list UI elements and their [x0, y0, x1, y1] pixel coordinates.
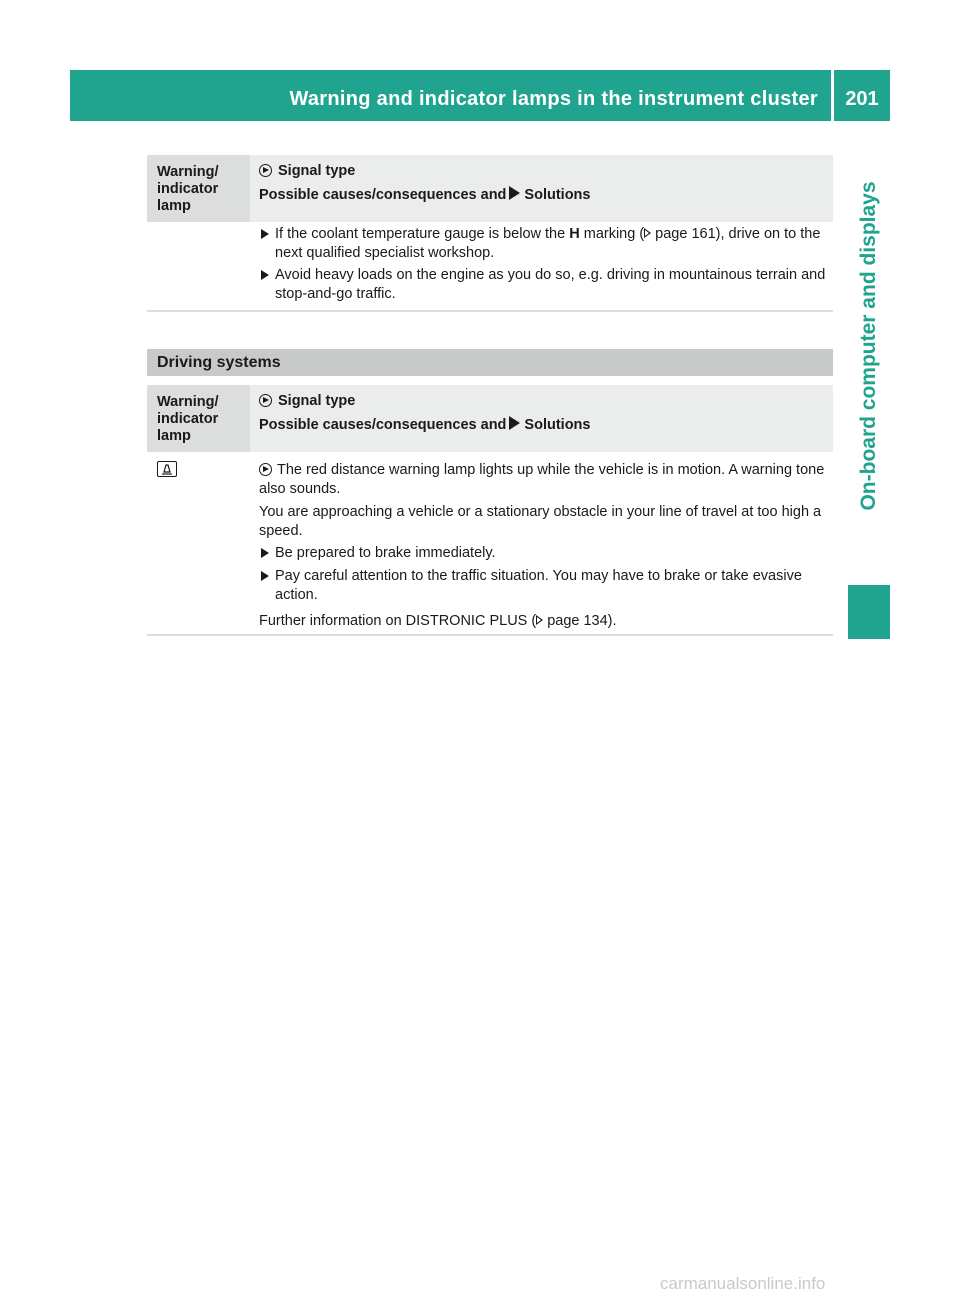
solutions-label: Solutions — [524, 187, 591, 203]
further-info — [259, 612, 829, 631]
bullet-arrow-icon — [261, 548, 269, 558]
signal-description — [259, 461, 829, 499]
signal-type-icon — [259, 164, 272, 177]
signal-text: The red distance warning lamp lights up while the vehicle is in motion. A warning tone also sounds. — [259, 462, 825, 497]
bullet-arrow-icon — [261, 270, 269, 280]
signal-type-icon — [259, 394, 272, 407]
page-title: Warning and indicator lamps in the instrument cluster — [289, 88, 818, 110]
signal-type-label: Signal type — [278, 393, 356, 409]
item-text: If the coolant temperature gauge is below the — [275, 226, 566, 242]
lamp-column-label: Warning/ indicator lamp — [157, 164, 219, 214]
item-text: Avoid heavy loads on the engine as you do so, e.g. driving in mountainous terrain and stop-and-go traffic. — [275, 267, 826, 302]
page-reference-link[interactable]: page 134). — [547, 613, 617, 629]
item-text: Pay careful attention to the traffic situation. You may have to brake or take evasive action. — [275, 568, 802, 603]
table-header — [147, 155, 833, 222]
signal-type-heading — [259, 163, 355, 179]
distance-warning-icon — [157, 461, 177, 477]
table-divider — [147, 634, 833, 636]
marking-label: H — [569, 226, 580, 242]
list-item — [259, 567, 829, 605]
bullet-arrow-icon — [261, 571, 269, 581]
lamp-column-header — [147, 155, 250, 222]
causes-label: Possible causes/consequences and — [259, 187, 507, 203]
side-tab-label: On-board computer and displays — [857, 181, 880, 511]
solutions-arrow-icon — [509, 416, 520, 430]
causes-heading — [259, 416, 590, 433]
watermark: carmanualsonline.info — [660, 1274, 826, 1293]
causes-label: Possible causes/consequences and — [259, 417, 507, 433]
list-item — [259, 544, 829, 563]
further-info-text: Further information on DISTRONIC PLUS ( — [259, 613, 537, 629]
page-reference: page 161), drive on to the next qualified specialist workshop. — [275, 226, 821, 261]
cause-description: You are approaching a vehicle or a stationary obstacle in your line of travel at too high a speed. — [259, 504, 822, 539]
list-item — [259, 266, 829, 304]
item-text: marking ( — [583, 226, 645, 242]
solutions-label: Solutions — [524, 417, 591, 433]
solutions-arrow-icon — [509, 186, 520, 200]
section-title: Driving systems — [157, 354, 281, 371]
table-divider — [147, 310, 833, 312]
lamp-column-header — [147, 385, 250, 452]
causes-heading — [259, 186, 590, 203]
page-ref-icon — [536, 615, 543, 625]
side-tab — [848, 126, 890, 566]
page-ref-icon — [644, 228, 651, 238]
signal-type-heading — [259, 393, 355, 409]
lamp-column-label: Warning/ indicator lamp — [157, 394, 219, 444]
page-number: 201 — [845, 88, 879, 110]
side-tab-marker — [848, 585, 890, 639]
signal-type-icon — [259, 463, 272, 476]
table-header — [147, 385, 833, 452]
item-text: Be prepared to brake immediately. — [275, 545, 496, 561]
signal-type-label: Signal type — [278, 163, 356, 179]
bullet-arrow-icon — [261, 229, 269, 239]
list-item — [259, 225, 829, 263]
